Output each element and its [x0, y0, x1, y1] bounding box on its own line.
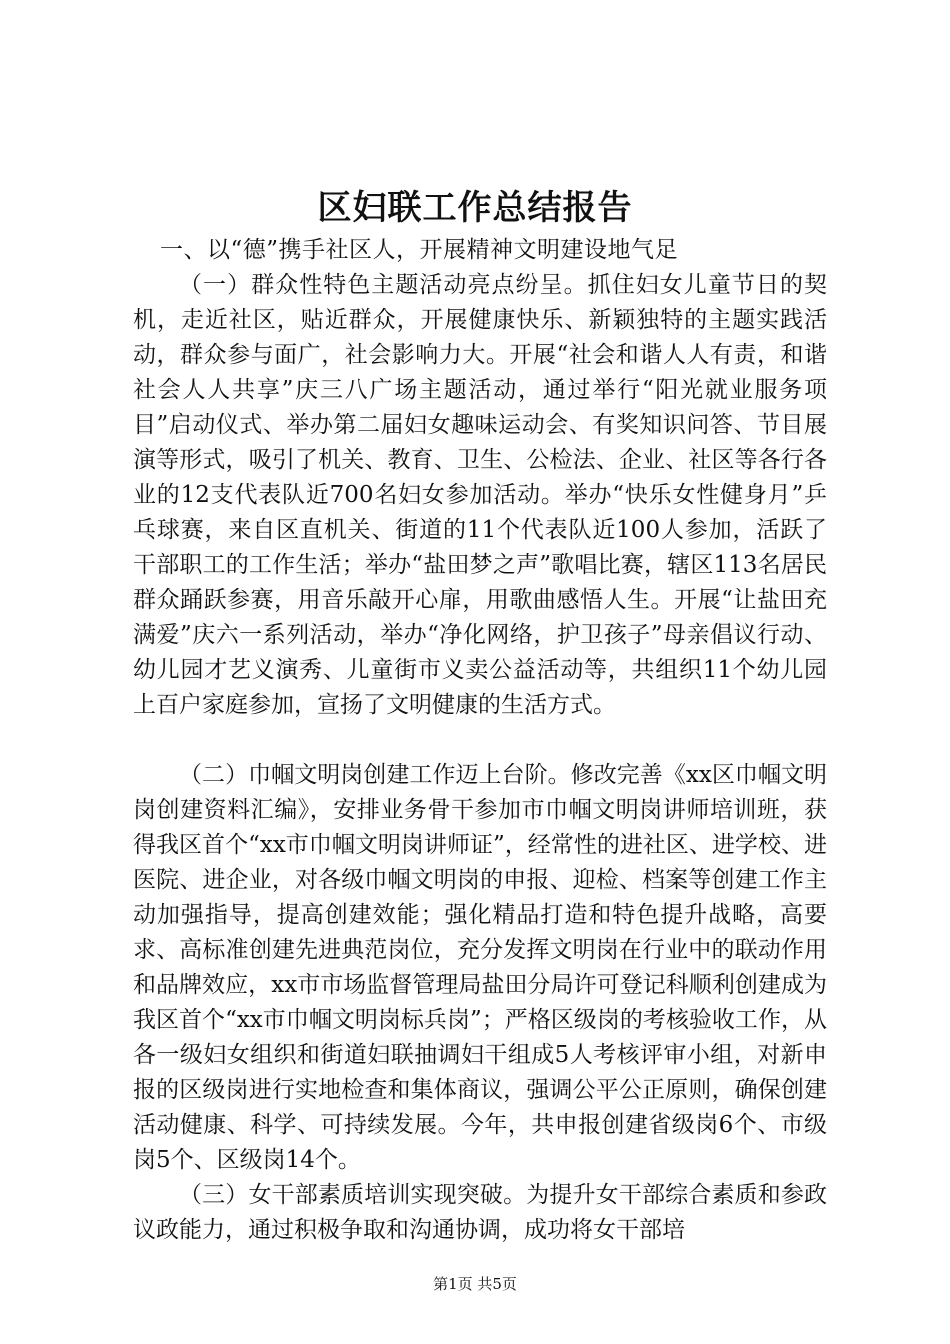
body-paragraph-1: （一）群众性特色主题活动亮点纷呈。抓住妇女儿童节日的契机，走近社区，贴近群众，开展健康快乐、新颖独特的主题实践活动，群众参与面广，社会影响力大。开展“社会和谐人人有责，和谐社会人人共享”庆三八广场主题活动，通过举行“阳光就业服务项目”启动仪式、举办第二届妇女趣味运动会、有奖知识问答、节目展演等形式，吸引了机关、教育、卫生、公检法、企业、社区等各行各业的12支代表队近700名妇女参加活动。举办“快乐女性健身月”乒乓球赛，来自区直机关、街道的11个代表队近100人参加，活跃了干部职工的工作生活；举办“盐田梦之声”歌唱比赛，辖区113名居民群众踊跃参赛，用音乐敲开心扉，用歌曲感悟人生。开展“让盐田充满爱”庆六一系列活动，举办“净化网络，护卫孩子”母亲倡议行动、幼儿园才艺义演秀、儿童街市义卖公益活动等，共组织11个幼儿园上百户家庭参加，宣扬了文明健康的生活方式。: [133, 272, 827, 718]
document-title: 区妇联工作总结报告: [317, 188, 633, 228]
document-body: [133, 233, 827, 1248]
page-footer: 第1页 共5页: [433, 1275, 517, 1293]
body-paragraph-2: （二）巾帼文明岗创建工作迈上台阶。修改完善《xx区巾帼文明岗创建资料汇编》，安排业务骨干参加市巾帼文明岗讲师培训班，获得我区首个“xx市巾帼文明岗讲师证”，经常性的进社区、进学校、进医院、进企业，对各级巾帼文明岗的申报、迎检、档案等创建工作主动加强指导，提高创建效能；强化精品打造和特色提升战略，高要求、高标准创建先进典范岗位，充分发挥文明岗在行业中的联动作用和品牌效应，xx市市场监督管理局盐田分局许可登记科顺利创建成为我区首个“xx市巾帼文明岗标兵岗”；严格区级岗的考核验收工作，从各一级妇女组织和街道妇联抽调妇干组成5人考核评审小组，对新申报的区级岗进行实地检查和集体商议，强调公平公正原则，确保创建活动健康、科学、可持续发展。今年，共申报创建省级岗6个、市级岗5个、区级岗14个。: [133, 762, 827, 1173]
section-heading: 一、以“德”携手社区人，开展精神文明建设地气足: [160, 237, 679, 263]
body-paragraph-3: （三）女干部素质培训实现突破。为提升女干部综合素质和参政议政能力，通过积极争取和沟通协调，成功将女干部培: [133, 1182, 827, 1243]
